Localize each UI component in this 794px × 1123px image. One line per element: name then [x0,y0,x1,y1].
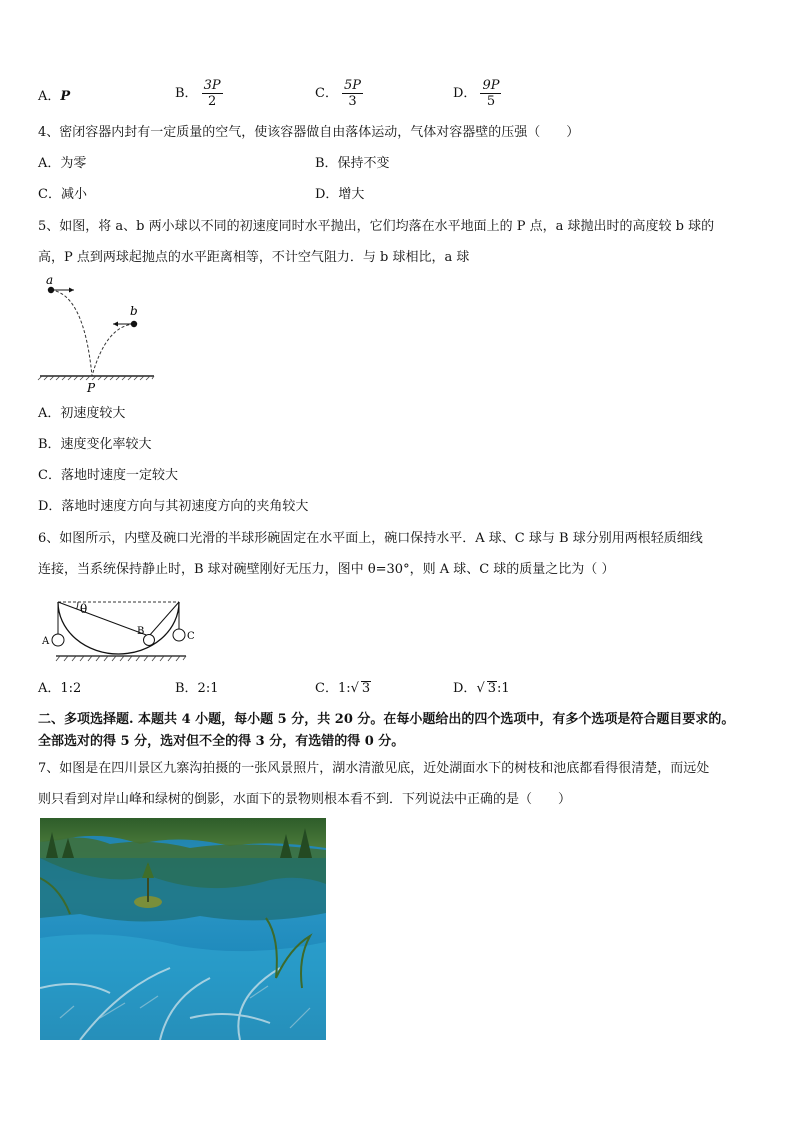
q5-arrowhead-b [113,322,118,327]
lake-photo-illustration [40,818,326,1040]
q3-option-d-denominator: 5 [486,94,496,109]
q4-option-b: B．保持不变 [315,156,390,171]
q6-string-ab [58,602,149,636]
q6-bowl [58,602,179,654]
q3-option-b-label: B． [175,86,198,101]
q3-option-a-value: P [60,89,71,104]
q3-option-d-label: D． [453,86,477,101]
q6-stem-line-1: 6、如图所示，内壁及碗口光滑的半球形碗固定在水平面上，碗口保持水平．A 球、C 球与 B 球分别用两根轻质细线 [38,531,703,546]
q6-option-d-radicand: 3 [487,681,497,696]
q5-ball-a [48,287,54,293]
q5-projectile-figure [36,272,160,396]
q6-option-c-radicand: 3 [361,681,371,696]
q4-stem: 4、密闭容器内封有一定质量的空气，使该容器做自由落体运动，气体对容器壁的压强（ ） [38,125,580,140]
q4-option-d: D．增大 [315,187,365,202]
q6-option-c-sqrt-sign: √ [350,681,359,696]
q6-option-d-tail: :1 [497,681,510,696]
q5-label-a: a [46,273,54,287]
q6-label-b: B [137,626,145,637]
q5-label-b: b [130,304,138,318]
q6-label-a: A [42,636,50,647]
q5-label-p: P [87,381,96,395]
q3-option-d-numerator: 9P [482,78,500,93]
q6-option-b: B．2:1 [175,681,219,696]
q5-option-d: D．落地时速度方向与其初速度方向的夹角较大 [38,499,309,514]
q5-arrowhead-a [69,288,74,293]
q5-trajectory-a [51,290,92,376]
q6-stem-line-2: 连接，当系统保持静止时，B 球对碗壁刚好无压力，图中 θ=30°，则 A 球、C 球的质量之比为（ ） [38,562,615,577]
q6-angle-arc [77,602,78,609]
q7-lake-photo [40,818,326,1040]
q6-label-c: C [187,631,195,642]
q3-option-b [175,78,223,109]
section-2-heading-line-2: 全部选对的得 5 分，选对但不全的得 3 分，有选错的得 0 分。 [38,734,405,749]
q3-option-c-numerator: 5P [343,78,361,93]
q3-option-b-denominator: 2 [207,94,217,109]
q3-option-c-fraction [342,78,363,109]
q5-option-a: A．初速度较大 [38,406,126,421]
q6-ground-hatch [56,656,186,661]
q6-label-theta: θ [80,602,88,616]
q3-option-b-fraction [202,78,223,109]
q5-ball-b [131,321,137,327]
q6-bowl-figure [38,594,198,666]
q5-trajectory-b [92,324,134,376]
q3-option-c-denominator: 3 [348,94,357,109]
q6-option-d-sqrt-sign: √ [476,681,485,696]
q4-option-c: C．减小 [38,187,87,202]
q3-option-a-label: A． [38,89,61,104]
q6-option-d-label: D． [453,681,477,696]
q6-ball-b [144,635,155,646]
q6-option-a: A．1:2 [38,681,82,696]
q3-option-c-label: C． [315,86,338,101]
q3-option-b-numerator: 3P [203,78,221,93]
section-2-heading-line-1: 二、多项选择题. 本题共 4 小题，每小题 5 分，共 20 分。在每小题给出的四个选项中，有多个选项是符合题目要求的。 [38,712,735,727]
q5-option-c: C．落地时速度一定较大 [38,468,178,483]
q5-stem-line-2: 高，P 点到两球起抛点的水平距离相等，不计空气阻力．与 b 球相比，a 球 [38,250,470,265]
q6-option-c-label: C．1: [315,681,351,696]
q3-option-a [38,88,70,106]
q6-option-c [315,680,371,698]
q7-stem-line-2: 则只看到对岸山峰和绿树的倒影，水面下的景物则根本看不到．下列说法中正确的是（ ） [38,792,572,807]
q4-option-a: A．为零 [38,156,87,171]
q5-option-b: B．速度变化率较大 [38,437,152,452]
q6-ball-a [52,634,64,646]
q7-stem-line-1: 7、如图是在四川景区九寨沟拍摄的一张风景照片，湖水清澈见底，近处湖面水下的树枝和池底都看得很清楚，而远处 [38,761,710,776]
q5-stem-line-1: 5、如图，将 a、b 两小球以不同的初速度同时水平抛出，它们均落在水平地面上的 P 点，a 球抛出时的高度较 b 球的 [38,219,715,234]
q6-option-d [453,680,510,698]
q3-option-c [315,78,363,109]
q6-ball-c [173,629,185,641]
q3-option-d [453,78,501,109]
q3-option-d-fraction [480,78,501,109]
